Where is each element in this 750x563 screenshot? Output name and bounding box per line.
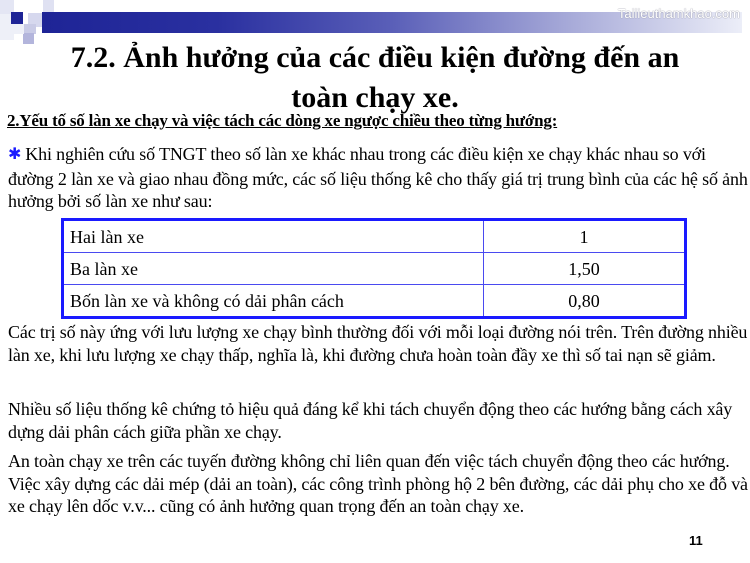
- page-title: [0, 38, 750, 118]
- watermark: Tailieuthamkhao.com: [617, 6, 740, 21]
- table-cell-value: 0,80: [484, 285, 686, 318]
- table-row: [63, 220, 686, 253]
- table-cell-label: Bốn làn xe và không có dải phân cách: [63, 285, 484, 318]
- table-cell-value: 1,50: [484, 253, 686, 285]
- table-cell-value: 1: [484, 220, 686, 253]
- table-row: [63, 285, 686, 318]
- section-subheading: 2.Yếu tố số làn xe chạy và việc tách các dòng xe ngược chiều theo từng hướng:: [7, 111, 558, 130]
- paragraph-2: Các trị số này ứng với lưu lượng xe chạy bình thường đối với mỗi loại đường nói trên. Trên đường nhiều làn xe, khi lưu lượng xe chạy thấp, nghĩa là, khi đường chưa hoàn toàn đầy xe thì số tai nạn sẽ giảm.: [8, 322, 748, 365]
- asterisk-bullet-icon: ✱: [8, 146, 22, 163]
- paragraph-3: Nhiều số liệu thống kê chứng tỏ hiệu quả đáng kể khi tách chuyển động theo các hướng bằng cách xây dựng dải phân cách giữa phần xe chạy.: [8, 399, 733, 442]
- table-cell-label: Hai làn xe: [63, 220, 484, 253]
- deco-square: [14, 24, 24, 34]
- table-cell-label: Ba làn xe: [63, 253, 484, 285]
- title-line-2: toàn chạy xe.: [291, 81, 459, 114]
- deco-square: [11, 12, 23, 24]
- lane-coefficient-table: [61, 218, 687, 319]
- intro-text: Khi nghiên cứu số TNGT theo số làn xe khác nhau trong các điều kiện xe chạy khác nhau so với đường 2 làn xe và giao nhau đồng mức, các số liệu thống kê cho thấy giá trị trung bình của các hệ số ảnh hưởng bởi số làn xe như sau:: [8, 144, 748, 211]
- table-row: [63, 253, 686, 285]
- page-number: 11: [689, 533, 703, 548]
- intro-paragraph: [8, 143, 748, 213]
- title-line-1: 7.2. Ảnh hưởng của các điều kiện đường đến an: [70, 41, 680, 74]
- paragraph-4: An toàn chạy xe trên các tuyến đường không chỉ liên quan đến việc tách chuyển động theo các hướng. Việc xây dựng các dải mép (dải an toàn), các công trình phòng hộ 2 bên đường, các dải phụ cho xe đỗ và xe chạy lên dốc v.v... cũng có ảnh hưởng quan trọng đến an toàn chạy xe.: [8, 451, 748, 516]
- deco-square: [43, 0, 54, 12]
